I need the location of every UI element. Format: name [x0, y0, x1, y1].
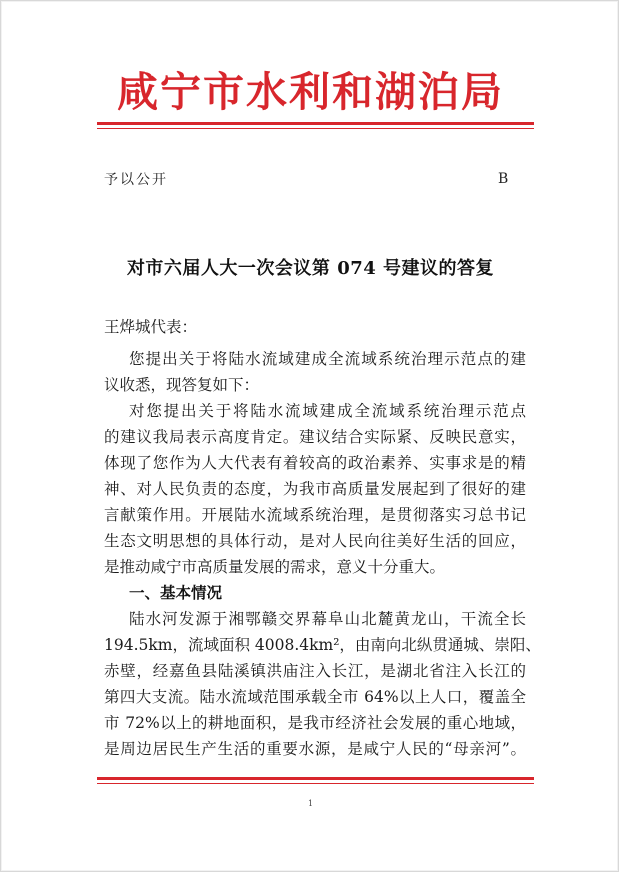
- footer-rule-thin: [97, 783, 534, 784]
- body-line: 生态文明思想的具体行动，是对人民向往美好生活的回应，: [104, 532, 526, 550]
- footer-rule-thick: [97, 777, 534, 780]
- body-line: 您提出关于将陆水流域建成全流域系统治理示范点的建: [129, 350, 526, 368]
- section-line: 是周边居民生产生活的重要水源，是咸宁人民的“母亲河”。: [104, 740, 526, 758]
- letterhead-rule-thick: [97, 122, 534, 125]
- letterhead-rule-thin: [97, 128, 534, 129]
- section-heading: 一、基本情况: [129, 584, 223, 602]
- body-line: 体现了您作为人大代表有着较高的政治素养、实事求是的精: [104, 454, 526, 472]
- letterhead-organization: 咸宁市水利和湖泊局: [117, 68, 504, 116]
- body-line: 神、对人民负责的态度，为我市高质量发展起到了很好的建: [104, 480, 526, 498]
- document-title: 对市六届人大一次会议第 074 号建议的答复: [126, 258, 495, 279]
- body-line: 对您提出关于将陆水流域建成全流域系统治理示范点: [129, 402, 526, 420]
- body-line: 言献策作用。开展陆水流域系统治理，是贯彻落实习总书记: [104, 506, 526, 524]
- body-line: 议收悉，现答复如下：: [104, 376, 260, 394]
- section-line: 市 72%以上的耕地面积，是我市经济社会发展的重心地域，: [104, 714, 526, 732]
- grade-label: B: [498, 171, 509, 187]
- salutation: 王烨城代表：: [104, 318, 198, 336]
- body-line: 的建议我局表示高度肯定。建议结合实际紧、反映民意实，: [104, 428, 526, 446]
- section-line: 赤壁，经嘉鱼县陆溪镇洪庙注入长江，是湖北省注入长江的: [104, 662, 526, 680]
- disclosure-label: 予以公开: [104, 172, 168, 188]
- section-line: 陆水河发源于湘鄂赣交界幕阜山北麓黄龙山，干流全长: [129, 610, 526, 628]
- section-line: 第四大支流。陆水流域范围承载全市 64%以上人口，覆盖全: [104, 688, 526, 706]
- section-line: 194.5km，流域面积 4008.4km²，由南向北纵贯通城、崇阳、: [104, 636, 541, 654]
- page-number: 1: [307, 799, 314, 808]
- body-line: 是推动咸宁市高质量发展的需求，意义十分重大。: [104, 558, 446, 576]
